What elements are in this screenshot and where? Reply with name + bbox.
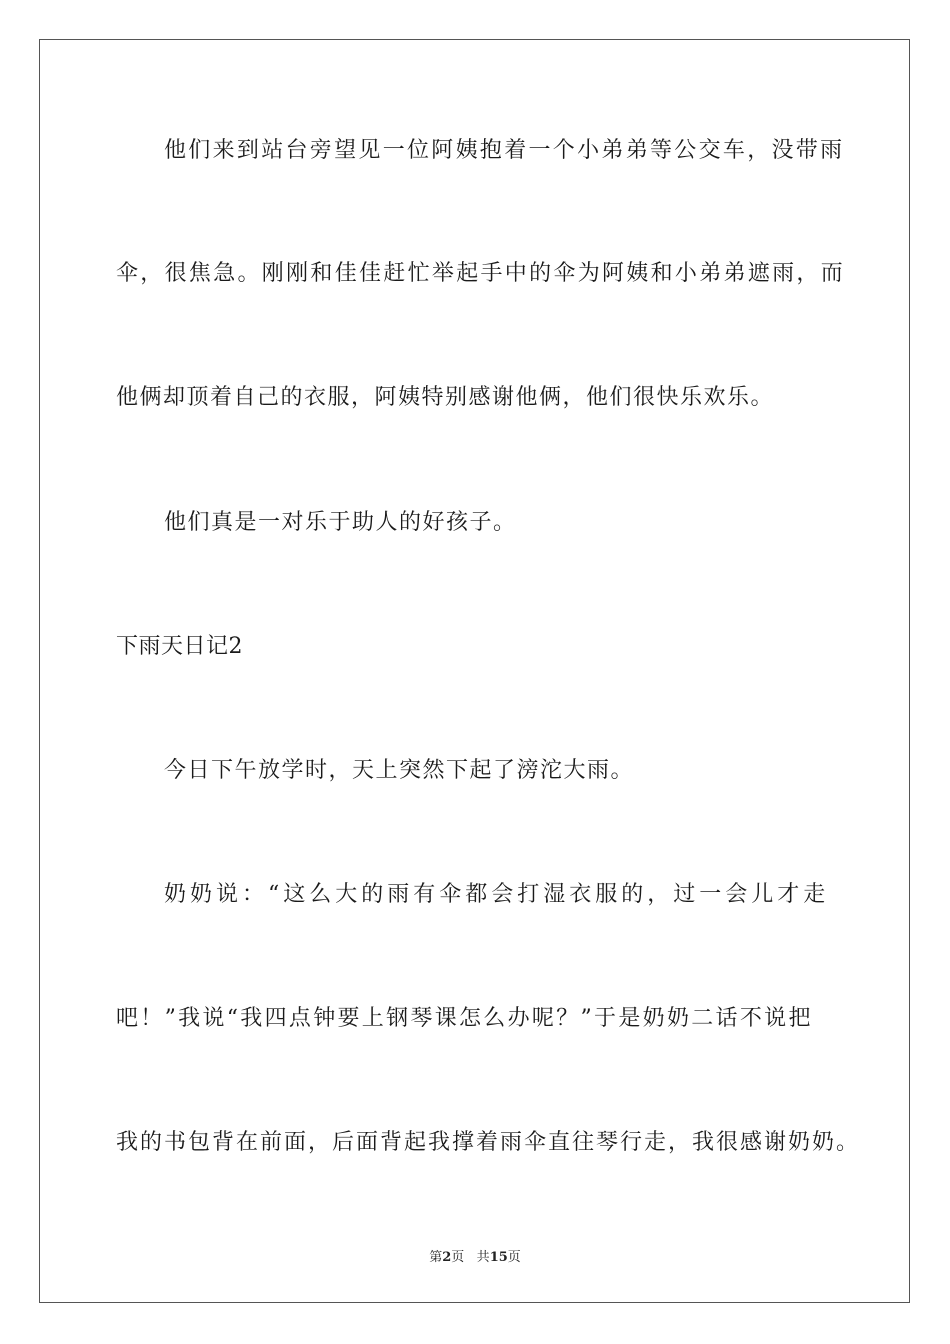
footer-total-suffix: 页 <box>507 1250 521 1265</box>
paragraph-line-2: 伞，很焦急。刚刚和佳佳赶忙举起手中的伞为阿姨和小弟弟遮雨，而 <box>116 261 846 286</box>
paragraph-line-5: 今日下午放学时，天上突然下起了滂沱大雨。 <box>164 758 635 783</box>
footer-total-pages: 15 <box>489 1250 508 1265</box>
paragraph-line-7: 吧！”我说“我四点钟要上钢琴课怎么办呢？”于是奶奶二话不说把 <box>116 1006 813 1031</box>
paragraph-line-6: 奶奶说：“这么大的雨有伞都会打湿衣服的，过一会儿才走 <box>164 882 830 907</box>
page-footer <box>0 1246 950 1265</box>
paragraph-line-3: 他俩却顶着自己的衣服，阿姨特别感谢他俩，他们很快乐欢乐。 <box>116 385 775 410</box>
footer-page-number: 2 <box>442 1250 452 1265</box>
paragraph-line-8: 我的书包背在前面，后面背起我撑着雨伞直往琴行走，我很感谢奶奶。 <box>116 1130 861 1155</box>
section-heading: 下雨天日记2 <box>116 634 243 659</box>
page-border <box>39 39 910 1303</box>
footer-page-prefix: 第 <box>429 1250 443 1265</box>
footer-page-suffix: 页 <box>451 1250 465 1265</box>
paragraph-line-1: 他们来到站台旁望见一位阿姨抱着一个小弟弟等公交车，没带雨 <box>164 138 845 163</box>
paragraph-line-4: 他们真是一对乐于助人的好孩子。 <box>164 510 517 535</box>
footer-total-prefix: 共 <box>476 1250 490 1265</box>
